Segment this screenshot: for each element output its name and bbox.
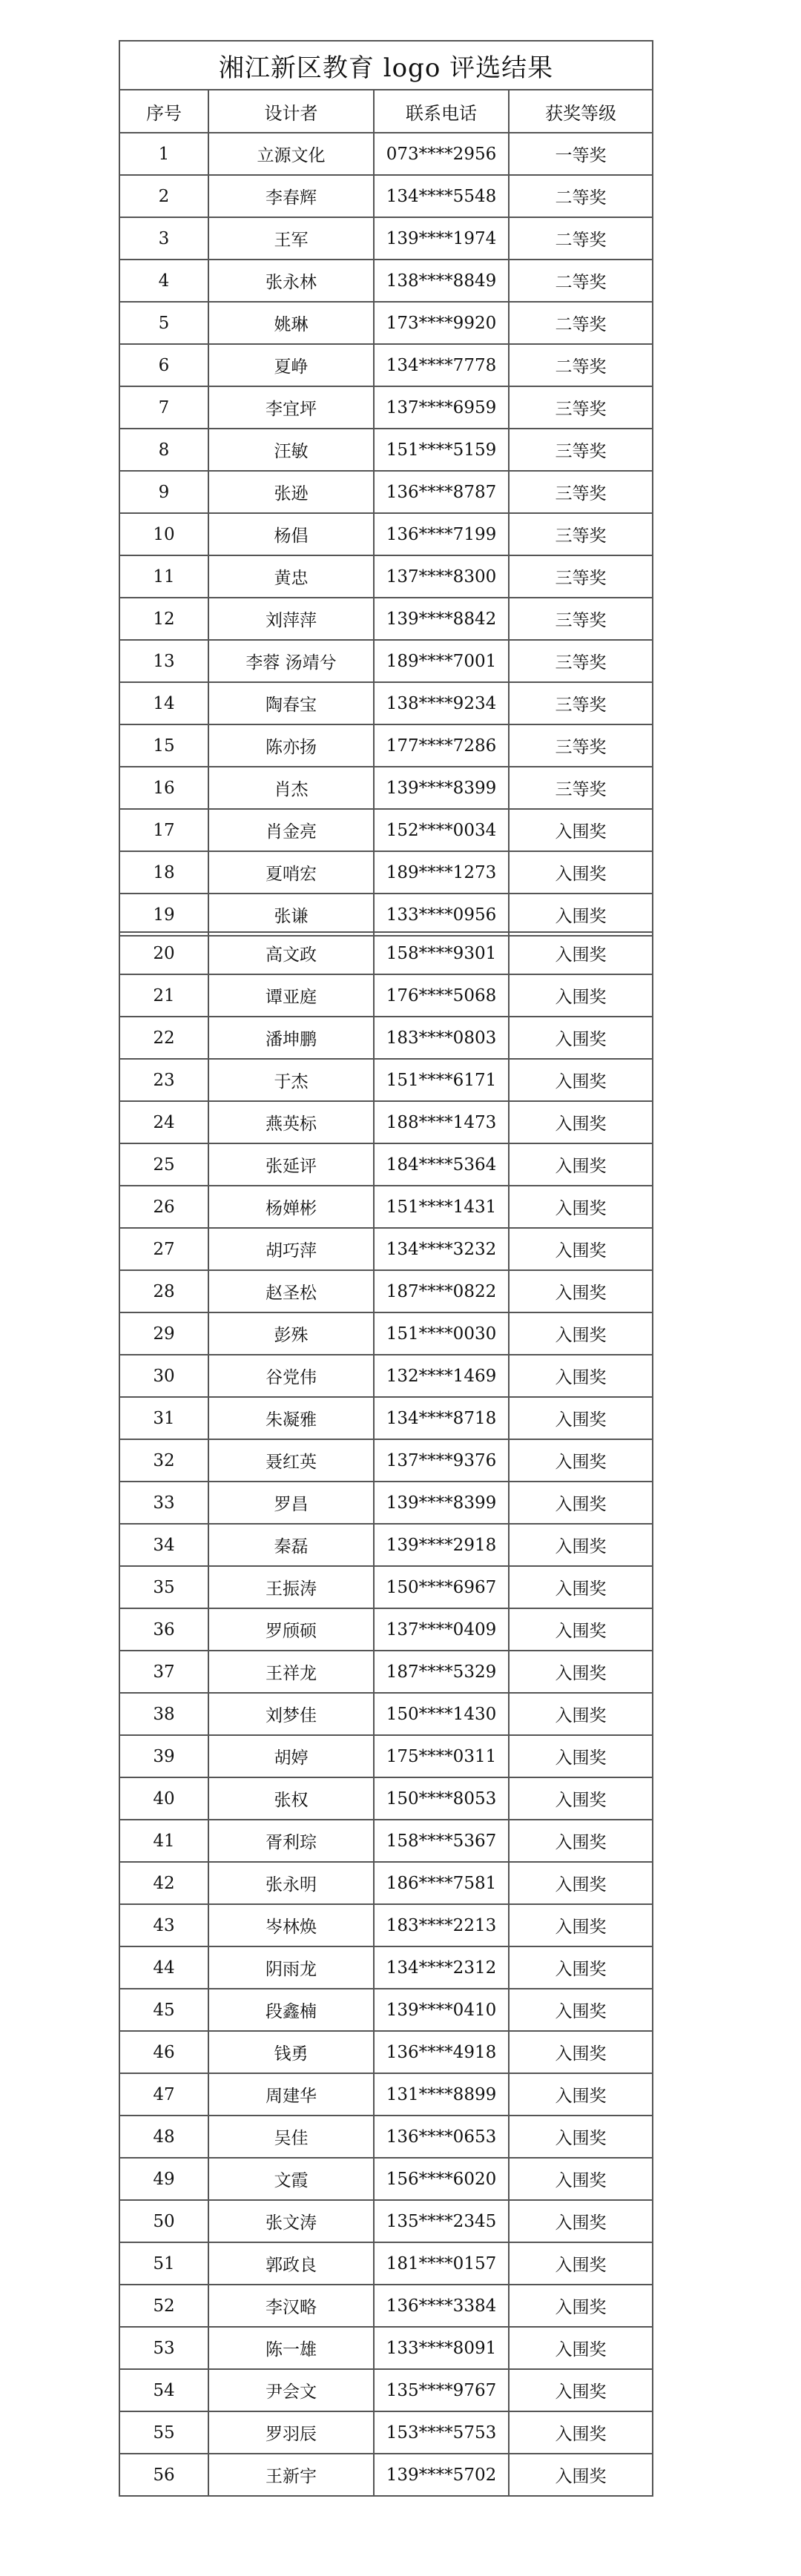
table-title: 湘江新区教育 logo 评选结果 — [119, 41, 653, 90]
row-index: 18 — [119, 851, 208, 894]
row-award: 入围奖 — [509, 809, 653, 851]
row-index: 35 — [119, 1566, 208, 1608]
row-index: 49 — [119, 2158, 208, 2200]
row-phone: 134****8718 — [374, 1397, 509, 1439]
table-row — [119, 1651, 653, 1693]
row-phone: 073****2956 — [374, 133, 509, 175]
row-award: 二等奖 — [509, 302, 653, 344]
table-row — [119, 894, 653, 936]
table-row — [119, 598, 653, 640]
row-phone: 150****8053 — [374, 1777, 509, 1820]
row-phone: 152****0034 — [374, 809, 509, 851]
row-award: 入围奖 — [509, 851, 653, 894]
table-row — [119, 974, 653, 1017]
row-designer: 张谦 — [208, 894, 374, 936]
results-table-part-2 — [119, 931, 653, 1863]
row-award: 入围奖 — [509, 894, 653, 936]
table-row — [119, 1693, 653, 1735]
row-award: 入围奖 — [509, 1101, 653, 1143]
row-designer: 彭殊 — [208, 1312, 374, 1355]
row-designer: 陶春宝 — [208, 682, 374, 724]
table-row — [119, 1101, 653, 1143]
row-award: 二等奖 — [509, 217, 653, 260]
row-designer: 罗颀硕 — [208, 1608, 374, 1651]
row-index: 17 — [119, 809, 208, 851]
row-index: 34 — [119, 1524, 208, 1566]
row-award: 二等奖 — [509, 344, 653, 386]
row-designer: 秦磊 — [208, 1524, 374, 1566]
row-designer: 钱勇 — [208, 2031, 374, 2073]
table-row — [119, 1312, 653, 1355]
row-index: 33 — [119, 1482, 208, 1524]
row-phone: 135****9767 — [374, 2369, 509, 2411]
row-phone: 176****5068 — [374, 974, 509, 1017]
row-phone: 139****0410 — [374, 1989, 509, 2031]
row-designer: 肖金亮 — [208, 809, 374, 851]
row-award: 入围奖 — [509, 1439, 653, 1482]
row-designer: 尹会文 — [208, 2369, 374, 2411]
row-designer: 聂红英 — [208, 1439, 374, 1482]
row-index: 20 — [119, 932, 208, 974]
row-index: 9 — [119, 471, 208, 513]
row-designer: 张延评 — [208, 1143, 374, 1186]
row-phone: 150****1430 — [374, 1693, 509, 1735]
table-row — [119, 1904, 653, 1946]
row-phone: 189****7001 — [374, 640, 509, 682]
row-designer: 王振涛 — [208, 1566, 374, 1608]
row-designer: 陈亦扬 — [208, 724, 374, 767]
row-index: 23 — [119, 1059, 208, 1101]
row-award: 一等奖 — [509, 133, 653, 175]
table-row — [119, 2327, 653, 2369]
row-phone: 139****8399 — [374, 1482, 509, 1524]
table-row — [119, 471, 653, 513]
row-phone: 136****0653 — [374, 2116, 509, 2158]
row-phone: 139****1974 — [374, 217, 509, 260]
row-award: 三等奖 — [509, 429, 653, 471]
row-index: 6 — [119, 344, 208, 386]
table-row — [119, 1186, 653, 1228]
row-phone: 181****0157 — [374, 2242, 509, 2285]
table-row — [119, 1820, 653, 1862]
row-award: 入围奖 — [509, 1482, 653, 1524]
row-award: 入围奖 — [509, 2369, 653, 2411]
table-row — [119, 2369, 653, 2411]
row-designer: 姚琳 — [208, 302, 374, 344]
row-designer: 文霞 — [208, 2158, 374, 2200]
column-header-phone: 联系电话 — [374, 90, 509, 133]
row-designer: 胡巧萍 — [208, 1228, 374, 1270]
row-phone: 156****6020 — [374, 2158, 509, 2200]
row-designer: 张权 — [208, 1777, 374, 1820]
results-table-part-1 — [119, 40, 653, 937]
table-row — [119, 2116, 653, 2158]
row-designer: 李蓉 汤靖兮 — [208, 640, 374, 682]
table-row — [119, 1566, 653, 1608]
row-index: 53 — [119, 2327, 208, 2369]
row-award: 入围奖 — [509, 2031, 653, 2073]
row-award: 入围奖 — [509, 1820, 653, 1862]
row-award: 入围奖 — [509, 1566, 653, 1608]
table-row — [119, 724, 653, 767]
row-award: 入围奖 — [509, 2411, 653, 2454]
row-index: 55 — [119, 2411, 208, 2454]
table-row — [119, 260, 653, 302]
row-award: 入围奖 — [509, 1735, 653, 1777]
row-index: 10 — [119, 513, 208, 555]
row-award: 入围奖 — [509, 1397, 653, 1439]
row-phone: 153****5753 — [374, 2411, 509, 2454]
table-row — [119, 682, 653, 724]
row-award: 二等奖 — [509, 175, 653, 217]
row-index: 14 — [119, 682, 208, 724]
row-index: 38 — [119, 1693, 208, 1735]
row-index: 56 — [119, 2454, 208, 2496]
row-index: 47 — [119, 2073, 208, 2116]
table-row — [119, 2242, 653, 2285]
row-award: 入围奖 — [509, 2116, 653, 2158]
table-row — [119, 344, 653, 386]
table-row — [119, 1439, 653, 1482]
row-index: 43 — [119, 1904, 208, 1946]
row-award: 入围奖 — [509, 1186, 653, 1228]
row-designer: 段鑫楠 — [208, 1989, 374, 2031]
row-designer: 高文政 — [208, 932, 374, 974]
row-index: 1 — [119, 133, 208, 175]
row-phone: 184****5364 — [374, 1143, 509, 1186]
row-designer: 吴佳 — [208, 2116, 374, 2158]
row-phone: 133****0956 — [374, 894, 509, 936]
row-phone: 136****4918 — [374, 2031, 509, 2073]
table-row — [119, 2454, 653, 2496]
table-row — [119, 1608, 653, 1651]
row-phone: 136****7199 — [374, 513, 509, 555]
row-phone: 138****8849 — [374, 260, 509, 302]
row-phone: 187****0822 — [374, 1270, 509, 1312]
row-award: 入围奖 — [509, 1228, 653, 1270]
table-row — [119, 1989, 653, 2031]
row-phone: 158****9301 — [374, 932, 509, 974]
row-designer: 赵圣松 — [208, 1270, 374, 1312]
table-row — [119, 386, 653, 429]
row-phone: 188****1473 — [374, 1101, 509, 1143]
row-award: 入围奖 — [509, 2285, 653, 2327]
row-phone: 183****0803 — [374, 1017, 509, 1059]
table-row — [119, 555, 653, 598]
table-row — [119, 1355, 653, 1397]
row-designer: 李春辉 — [208, 175, 374, 217]
row-phone: 134****5548 — [374, 175, 509, 217]
row-designer: 立源文化 — [208, 133, 374, 175]
table-row — [119, 809, 653, 851]
results-table-part-3 — [119, 1861, 653, 2497]
row-award: 入围奖 — [509, 2200, 653, 2242]
row-designer: 朱凝雅 — [208, 1397, 374, 1439]
row-phone: 151****0030 — [374, 1312, 509, 1355]
row-designer: 李汉略 — [208, 2285, 374, 2327]
row-index: 50 — [119, 2200, 208, 2242]
table-row — [119, 2411, 653, 2454]
row-phone: 151****6171 — [374, 1059, 509, 1101]
row-index: 12 — [119, 598, 208, 640]
row-designer: 陈一雄 — [208, 2327, 374, 2369]
row-phone: 134****2312 — [374, 1946, 509, 1989]
row-designer: 于杰 — [208, 1059, 374, 1101]
row-index: 11 — [119, 555, 208, 598]
row-phone: 134****7778 — [374, 344, 509, 386]
row-phone: 187****5329 — [374, 1651, 509, 1693]
table-row — [119, 2200, 653, 2242]
column-header-award: 获奖等级 — [509, 90, 653, 133]
row-award: 三等奖 — [509, 555, 653, 598]
row-index: 51 — [119, 2242, 208, 2285]
table-row — [119, 133, 653, 175]
row-award: 三等奖 — [509, 724, 653, 767]
row-index: 28 — [119, 1270, 208, 1312]
row-award: 三等奖 — [509, 386, 653, 429]
row-phone: 137****9376 — [374, 1439, 509, 1482]
row-award: 三等奖 — [509, 767, 653, 809]
row-award: 入围奖 — [509, 932, 653, 974]
row-award: 三等奖 — [509, 598, 653, 640]
row-designer: 汪敏 — [208, 429, 374, 471]
row-index: 32 — [119, 1439, 208, 1482]
table-row — [119, 429, 653, 471]
row-phone: 139****8842 — [374, 598, 509, 640]
row-index: 40 — [119, 1777, 208, 1820]
row-index: 2 — [119, 175, 208, 217]
row-award: 入围奖 — [509, 1143, 653, 1186]
row-index: 39 — [119, 1735, 208, 1777]
row-designer: 罗羽辰 — [208, 2411, 374, 2454]
row-award: 入围奖 — [509, 1777, 653, 1820]
row-phone: 138****9234 — [374, 682, 509, 724]
row-phone: 175****0311 — [374, 1735, 509, 1777]
row-phone: 134****3232 — [374, 1228, 509, 1270]
row-phone: 183****2213 — [374, 1904, 509, 1946]
row-award: 入围奖 — [509, 2454, 653, 2496]
table-row — [119, 1524, 653, 1566]
row-designer: 王新宇 — [208, 2454, 374, 2496]
row-award: 入围奖 — [509, 1946, 653, 1989]
row-index: 3 — [119, 217, 208, 260]
row-phone: 186****7581 — [374, 1862, 509, 1904]
row-designer: 夏峥 — [208, 344, 374, 386]
table-row — [119, 2031, 653, 2073]
row-award: 入围奖 — [509, 2158, 653, 2200]
row-designer: 周建华 — [208, 2073, 374, 2116]
row-award: 入围奖 — [509, 1651, 653, 1693]
row-index: 21 — [119, 974, 208, 1017]
row-index: 54 — [119, 2369, 208, 2411]
row-index: 31 — [119, 1397, 208, 1439]
row-award: 入围奖 — [509, 1693, 653, 1735]
table-row — [119, 302, 653, 344]
row-designer: 张文涛 — [208, 2200, 374, 2242]
row-designer: 张永林 — [208, 260, 374, 302]
row-phone: 131****8899 — [374, 2073, 509, 2116]
row-index: 15 — [119, 724, 208, 767]
row-award: 入围奖 — [509, 2327, 653, 2369]
table-row — [119, 175, 653, 217]
row-index: 8 — [119, 429, 208, 471]
row-award: 二等奖 — [509, 260, 653, 302]
row-index: 5 — [119, 302, 208, 344]
row-designer: 杨倡 — [208, 513, 374, 555]
row-designer: 肖杰 — [208, 767, 374, 809]
row-award: 三等奖 — [509, 513, 653, 555]
row-designer: 黄忠 — [208, 555, 374, 598]
row-designer: 张逊 — [208, 471, 374, 513]
table-row — [119, 513, 653, 555]
row-phone: 137****0409 — [374, 1608, 509, 1651]
row-designer: 张永明 — [208, 1862, 374, 1904]
column-header-index: 序号 — [119, 90, 208, 133]
table-row — [119, 1059, 653, 1101]
row-phone: 177****7286 — [374, 724, 509, 767]
row-award: 入围奖 — [509, 1017, 653, 1059]
table-row — [119, 1397, 653, 1439]
row-award: 入围奖 — [509, 1524, 653, 1566]
table-row — [119, 1862, 653, 1904]
row-phone: 139****2918 — [374, 1524, 509, 1566]
row-designer: 胡婷 — [208, 1735, 374, 1777]
row-index: 25 — [119, 1143, 208, 1186]
row-phone: 133****8091 — [374, 2327, 509, 2369]
row-index: 45 — [119, 1989, 208, 2031]
row-index: 37 — [119, 1651, 208, 1693]
row-phone: 150****6967 — [374, 1566, 509, 1608]
row-award: 三等奖 — [509, 471, 653, 513]
row-designer: 刘梦佳 — [208, 1693, 374, 1735]
row-designer: 郭政良 — [208, 2242, 374, 2285]
row-award: 入围奖 — [509, 1989, 653, 2031]
table-row — [119, 217, 653, 260]
row-phone: 158****5367 — [374, 1820, 509, 1862]
row-designer: 谷党伟 — [208, 1355, 374, 1397]
row-phone: 173****9920 — [374, 302, 509, 344]
row-index: 4 — [119, 260, 208, 302]
row-award: 入围奖 — [509, 1270, 653, 1312]
row-award: 入围奖 — [509, 2073, 653, 2116]
row-award: 入围奖 — [509, 1862, 653, 1904]
column-header-designer: 设计者 — [208, 90, 374, 133]
row-index: 7 — [119, 386, 208, 429]
row-award: 入围奖 — [509, 2242, 653, 2285]
row-phone: 189****1273 — [374, 851, 509, 894]
row-phone: 137****6959 — [374, 386, 509, 429]
row-index: 16 — [119, 767, 208, 809]
row-designer: 夏哨宏 — [208, 851, 374, 894]
table-row — [119, 851, 653, 894]
table-row — [119, 1735, 653, 1777]
row-designer: 罗昌 — [208, 1482, 374, 1524]
row-index: 44 — [119, 1946, 208, 1989]
row-award: 入围奖 — [509, 1312, 653, 1355]
row-designer: 阴雨龙 — [208, 1946, 374, 1989]
row-phone: 136****3384 — [374, 2285, 509, 2327]
row-award: 入围奖 — [509, 1904, 653, 1946]
row-designer: 燕英标 — [208, 1101, 374, 1143]
row-award: 入围奖 — [509, 1355, 653, 1397]
row-phone: 151****5159 — [374, 429, 509, 471]
row-index: 27 — [119, 1228, 208, 1270]
row-phone: 151****1431 — [374, 1186, 509, 1228]
row-designer: 李宜坪 — [208, 386, 374, 429]
row-designer: 谭亚庭 — [208, 974, 374, 1017]
row-index: 24 — [119, 1101, 208, 1143]
row-award: 三等奖 — [509, 640, 653, 682]
row-index: 13 — [119, 640, 208, 682]
row-index: 30 — [119, 1355, 208, 1397]
row-award: 入围奖 — [509, 1059, 653, 1101]
row-award: 入围奖 — [509, 974, 653, 1017]
table-row — [119, 1270, 653, 1312]
row-index: 46 — [119, 2031, 208, 2073]
row-award: 入围奖 — [509, 1608, 653, 1651]
row-index: 41 — [119, 1820, 208, 1862]
row-phone: 139****5702 — [374, 2454, 509, 2496]
row-designer: 胥利琮 — [208, 1820, 374, 1862]
row-index: 42 — [119, 1862, 208, 1904]
table-row — [119, 1482, 653, 1524]
table-row — [119, 1777, 653, 1820]
row-award: 三等奖 — [509, 682, 653, 724]
row-index: 36 — [119, 1608, 208, 1651]
table-row — [119, 2073, 653, 2116]
row-index: 22 — [119, 1017, 208, 1059]
table-row — [119, 1017, 653, 1059]
row-index: 52 — [119, 2285, 208, 2327]
table-row — [119, 767, 653, 809]
row-designer: 王军 — [208, 217, 374, 260]
row-phone: 137****8300 — [374, 555, 509, 598]
table-row — [119, 640, 653, 682]
table-row — [119, 2158, 653, 2200]
row-phone: 136****8787 — [374, 471, 509, 513]
table-row — [119, 1228, 653, 1270]
row-index: 26 — [119, 1186, 208, 1228]
row-phone: 135****2345 — [374, 2200, 509, 2242]
table-row — [119, 932, 653, 974]
row-phone: 139****8399 — [374, 767, 509, 809]
row-index: 29 — [119, 1312, 208, 1355]
row-designer: 杨婵彬 — [208, 1186, 374, 1228]
table-row — [119, 2285, 653, 2327]
row-phone: 132****1469 — [374, 1355, 509, 1397]
row-designer: 潘坤鹏 — [208, 1017, 374, 1059]
row-index: 48 — [119, 2116, 208, 2158]
table-row — [119, 1143, 653, 1186]
row-designer: 王祥龙 — [208, 1651, 374, 1693]
table-row — [119, 1946, 653, 1989]
row-designer: 岑林焕 — [208, 1904, 374, 1946]
row-designer: 刘萍萍 — [208, 598, 374, 640]
row-index: 19 — [119, 894, 208, 936]
